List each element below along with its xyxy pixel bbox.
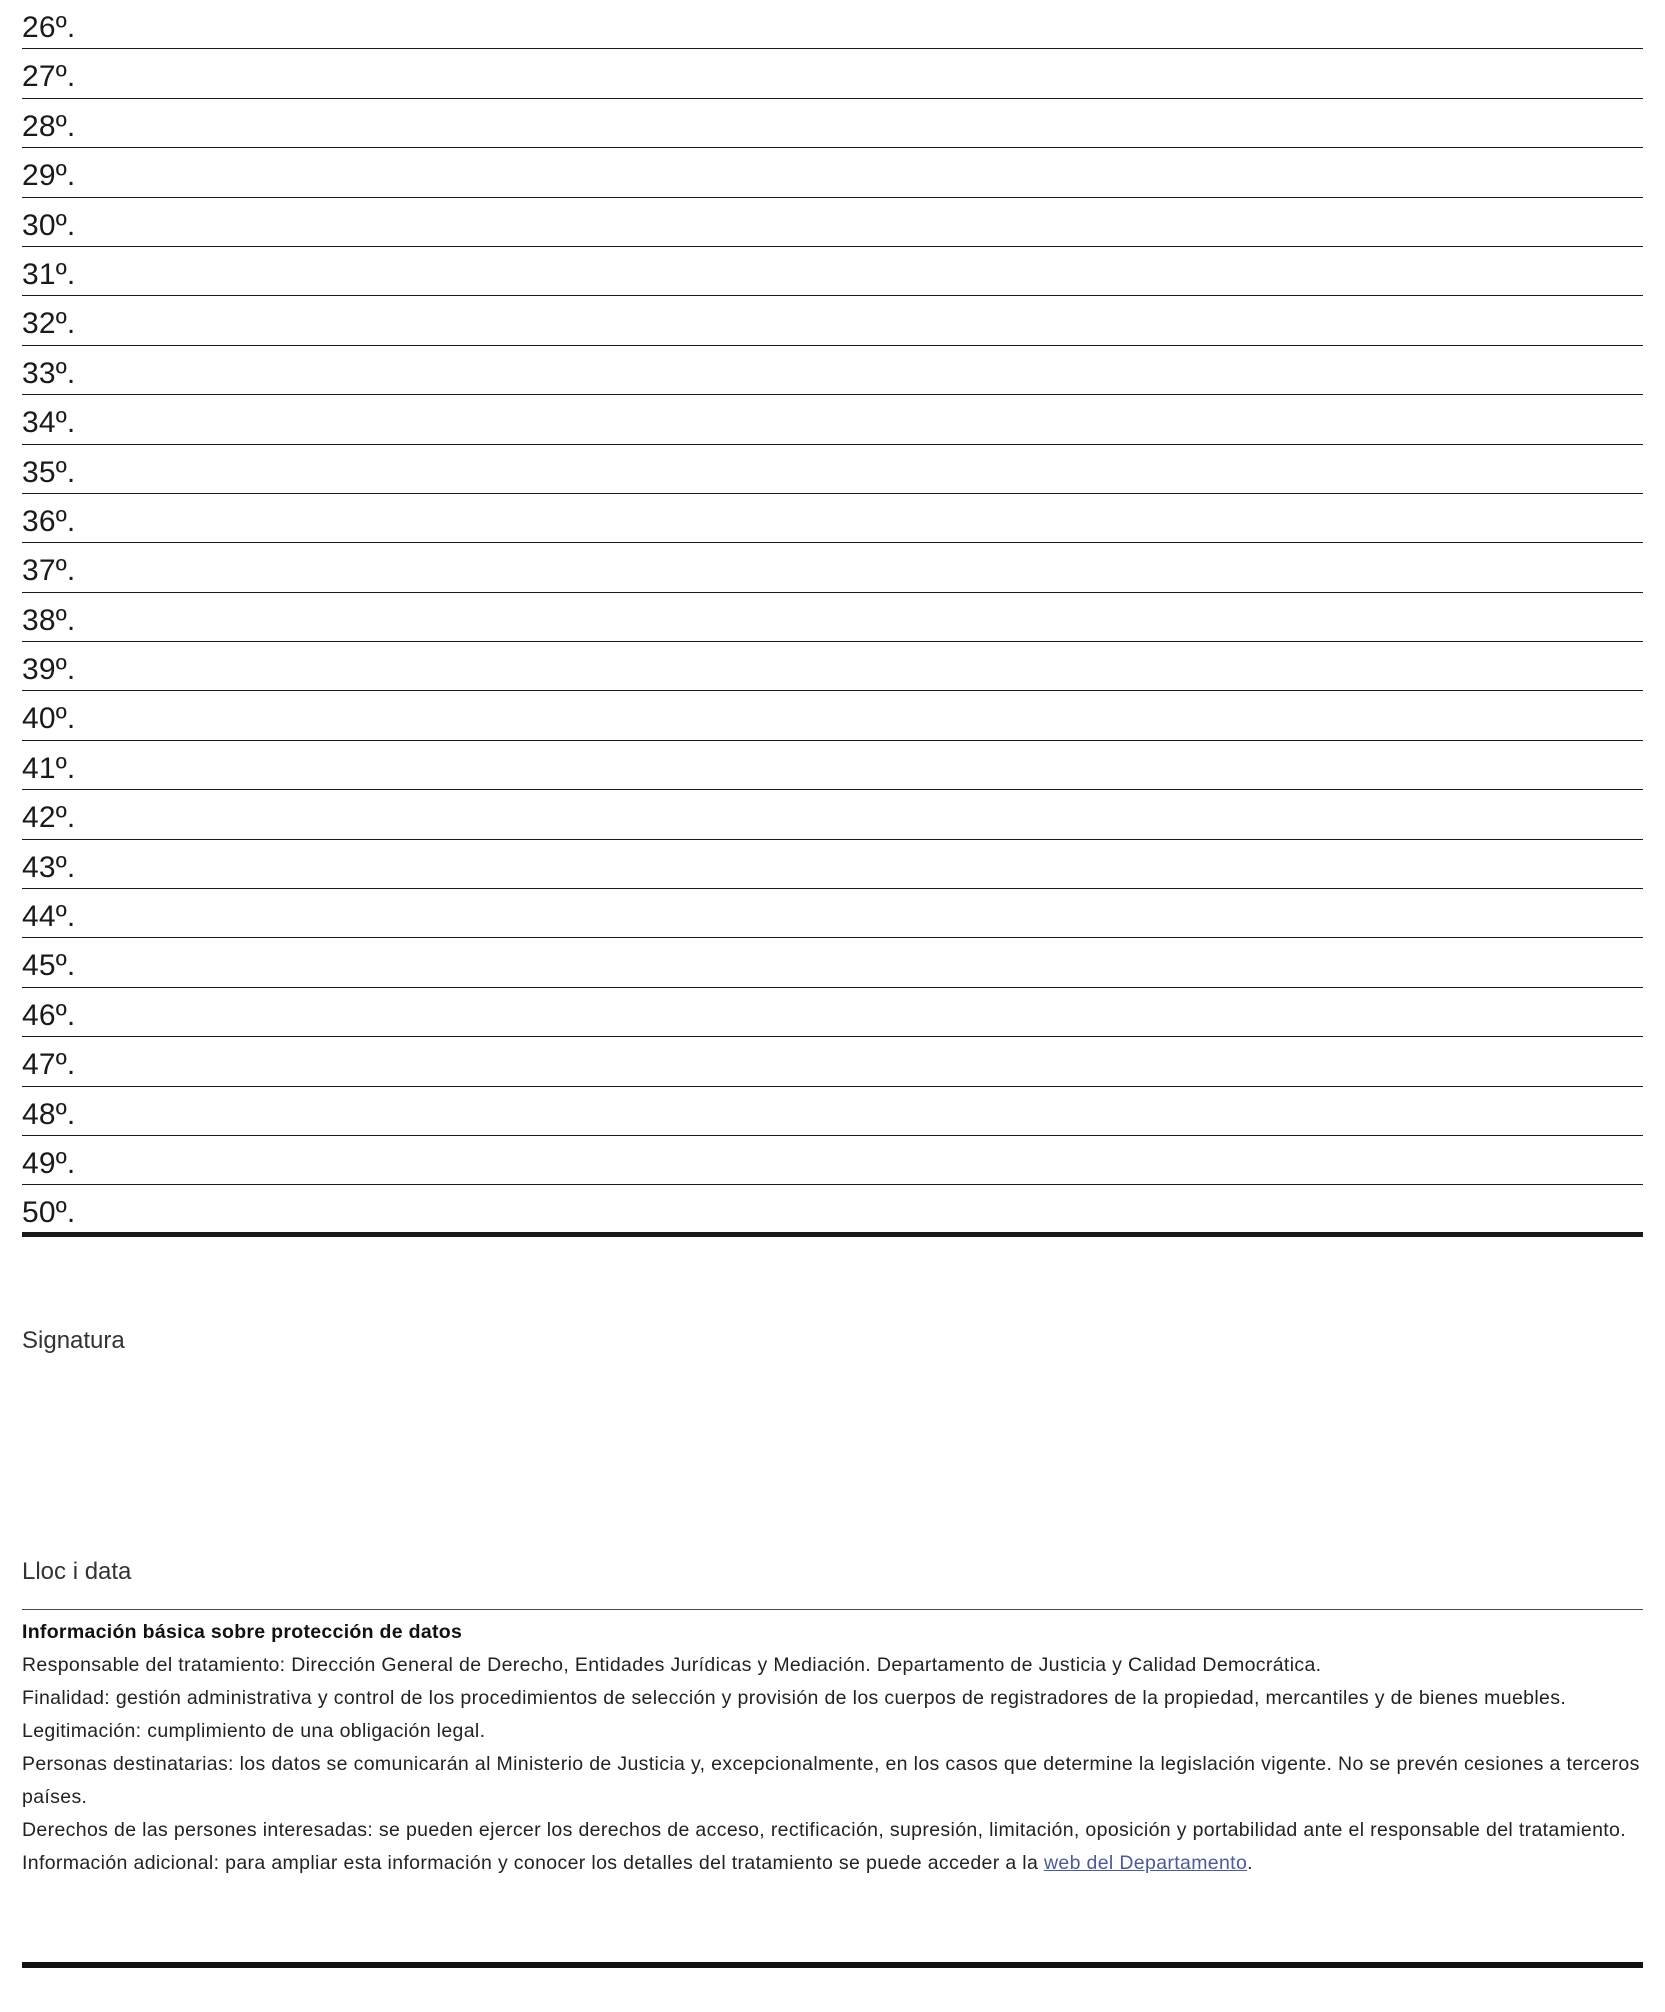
- place-date-label: Lloc i data: [22, 1558, 132, 1585]
- list-item-number: 48º.: [22, 1097, 76, 1131]
- place-date-field[interactable]: [22, 1609, 1643, 1610]
- list-item-number: 34º.: [22, 406, 76, 440]
- signature-field[interactable]: [22, 1365, 1643, 1545]
- list-item[interactable]: [22, 148, 1643, 197]
- list-item[interactable]: [22, 1136, 1643, 1185]
- list-item[interactable]: [22, 0, 1643, 49]
- list-item-number: 29º.: [22, 159, 76, 193]
- list-item-number: 45º.: [22, 949, 76, 983]
- department-web-link[interactable]: web del Departamento: [1043, 1852, 1248, 1874]
- form-page: [22, 0, 1643, 1874]
- list-item[interactable]: [22, 642, 1643, 691]
- legal-basis-text: Legitimación: cumplimiento de una obligación legal.: [22, 1720, 486, 1742]
- signature-label: Signatura: [22, 1327, 125, 1354]
- list-item[interactable]: [22, 840, 1643, 889]
- purpose-text: Finalidad: gestión administrativa y control de los procedimientos de selección y provisión de los cuerpos de registradores de la propiedad, mercantiles y de bienes muebles.: [22, 1687, 1567, 1709]
- list-item[interactable]: [22, 988, 1643, 1037]
- list-item-number: 42º.: [22, 801, 76, 835]
- list-item-number: 43º.: [22, 850, 76, 884]
- list-item[interactable]: [22, 593, 1643, 642]
- list-item-number: 44º.: [22, 900, 76, 934]
- data-controller-text: Responsable del tratamiento: Dirección General de Derecho, Entidades Jurídicas y Mediación. Departamento de Justicia y Calidad Democrática.: [22, 1654, 1322, 1676]
- list-item[interactable]: [22, 395, 1643, 444]
- additional-info-prefix: Información adicional: para ampliar esta información y conocer los detalles del tratamiento se puede acceder a la: [22, 1852, 1044, 1874]
- list-item-number: 33º.: [22, 356, 76, 390]
- list-item-number: 39º.: [22, 653, 76, 687]
- list-item-number: 50º.: [22, 1196, 76, 1230]
- list-item[interactable]: [22, 49, 1643, 98]
- list-item-number: 49º.: [22, 1146, 76, 1180]
- list-item-number: 31º.: [22, 257, 76, 291]
- list-item[interactable]: [22, 790, 1643, 839]
- recipients-text: Personas destinatarias: los datos se comunicarán al Ministerio de Justicia y, excepcionalmente, en los casos que determine la legislación vigente. No se prevén cesiones a terceros países.: [22, 1753, 1640, 1808]
- list-item[interactable]: [22, 1185, 1643, 1237]
- list-item[interactable]: [22, 1087, 1643, 1136]
- list-item-number: 28º.: [22, 109, 76, 143]
- list-item-number: 32º.: [22, 307, 76, 341]
- list-item[interactable]: [22, 99, 1643, 148]
- list-item[interactable]: [22, 346, 1643, 395]
- list-item-number: 38º.: [22, 603, 76, 637]
- numbered-entry-list: [22, 0, 1643, 1237]
- list-item-number: 30º.: [22, 208, 76, 242]
- list-item-number: 40º.: [22, 702, 76, 736]
- additional-info-suffix: .: [1247, 1852, 1253, 1874]
- list-item[interactable]: [22, 247, 1643, 296]
- list-item[interactable]: [22, 543, 1643, 592]
- list-item-number: 37º.: [22, 554, 76, 588]
- list-item[interactable]: [22, 445, 1643, 494]
- data-protection-title: Información básica sobre protección de datos: [22, 1621, 463, 1643]
- list-item[interactable]: [22, 691, 1643, 740]
- list-item[interactable]: [22, 1037, 1643, 1086]
- list-item-number: 35º.: [22, 455, 76, 489]
- list-item[interactable]: [22, 296, 1643, 345]
- list-item-number: 36º.: [22, 504, 76, 538]
- list-item-number: 47º.: [22, 1048, 76, 1082]
- list-item[interactable]: [22, 889, 1643, 938]
- list-item[interactable]: [22, 198, 1643, 247]
- bottom-divider: [22, 1962, 1643, 1968]
- list-item-number: 46º.: [22, 998, 76, 1032]
- list-item[interactable]: [22, 938, 1643, 987]
- rights-text: Derechos de las persones interesadas: se pueden ejercer los derechos de acceso, rectificación, supresión, limitación, oposición y portabilidad ante el responsable del tratamiento.: [22, 1819, 1627, 1841]
- list-item-number: 26º.: [22, 11, 76, 44]
- list-item-number: 41º.: [22, 751, 76, 785]
- list-item[interactable]: [22, 494, 1643, 543]
- data-protection-notice: [22, 1616, 1643, 1880]
- list-item[interactable]: [22, 741, 1643, 790]
- list-item-number: 27º.: [22, 60, 76, 94]
- additional-info-text: [22, 1847, 1643, 1880]
